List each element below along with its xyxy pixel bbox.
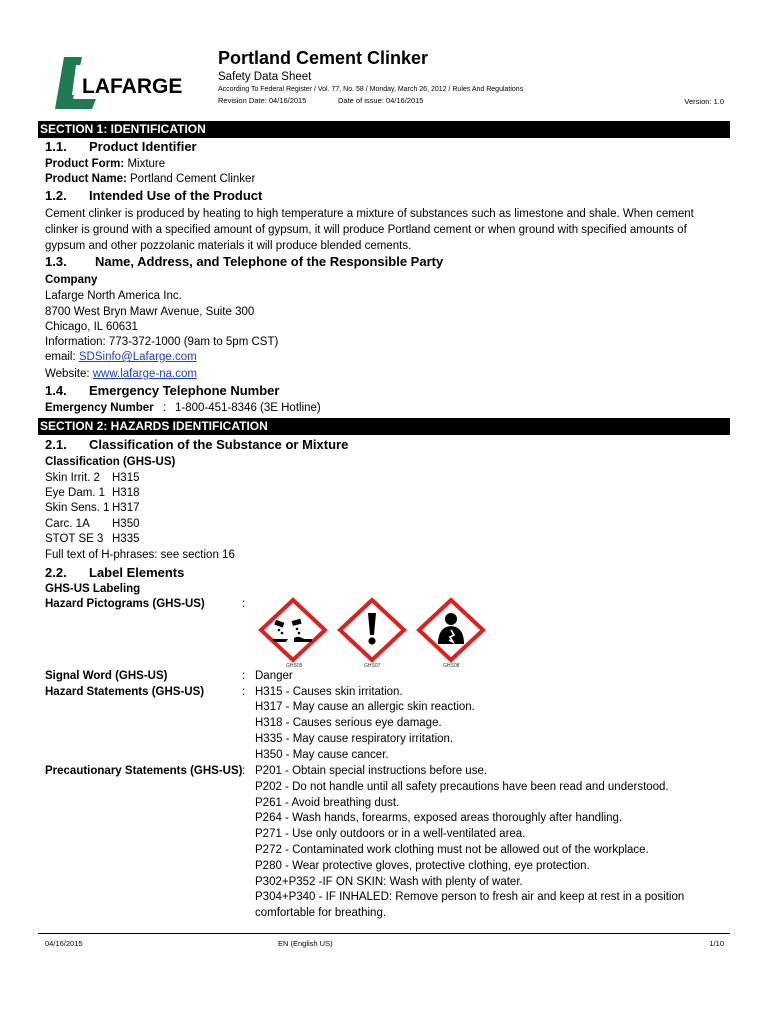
company-information: Information: 773-372-1000 (9am to 5pm CST) bbox=[45, 336, 279, 348]
classification-code: H317 bbox=[112, 502, 140, 514]
ghs08-caption: GHS08 bbox=[443, 663, 460, 669]
classification-row bbox=[45, 501, 140, 516]
subsection-number: 1.1. bbox=[45, 139, 67, 154]
classification-row bbox=[45, 517, 140, 532]
pictograms-colon: : bbox=[242, 598, 246, 610]
subsection-number: 1.2. bbox=[45, 188, 67, 203]
classification-label: Classification (GHS-US) bbox=[45, 456, 176, 468]
email-row bbox=[45, 350, 197, 365]
subsection-title: Emergency Telephone Number bbox=[89, 383, 280, 398]
subsection-title: Label Elements bbox=[89, 565, 185, 580]
precautionary-statement: P261 - Avoid breathing dust. bbox=[255, 797, 400, 809]
precautionary-statement: P304+P340 - IF INHALED: Remove person to fresh air and keep at rest in a position bbox=[255, 891, 685, 903]
classification-row bbox=[45, 532, 140, 547]
precautionary-statements-colon: : bbox=[242, 765, 246, 777]
precautionary-statements-label: Precautionary Statements (GHS-US) bbox=[45, 765, 243, 777]
product-form-label: Product Form: bbox=[45, 158, 125, 170]
subsection-title: Classification of the Substance or Mixture bbox=[89, 437, 349, 452]
company-address-line-2: Chicago, IL 60631 bbox=[45, 321, 138, 333]
subsection-1-2 bbox=[45, 188, 262, 203]
section-1-header: SECTION 1: IDENTIFICATION bbox=[38, 121, 730, 138]
website-row bbox=[45, 367, 197, 382]
footer-divider bbox=[38, 933, 730, 934]
subsection-1-3 bbox=[45, 254, 443, 269]
email-label: email: bbox=[45, 351, 76, 363]
emergency-number-row bbox=[45, 401, 321, 416]
document-subtitle: Safety Data Sheet bbox=[218, 71, 312, 83]
emergency-number-value: 1-800-451-8346 (3E Hotline) bbox=[175, 402, 321, 414]
subsection-number: 2.2. bbox=[45, 565, 67, 580]
hazard-statement: H318 - Causes serious eye damage. bbox=[255, 717, 442, 729]
signal-word-value: Danger bbox=[255, 670, 293, 682]
ghs05-caption: GHS05 bbox=[286, 663, 303, 669]
subsection-1-1 bbox=[45, 139, 197, 154]
page-title: Portland Cement Clinker bbox=[218, 48, 429, 68]
precautionary-statement: P202 - Do not handle until all safety precautions have been read and understood. bbox=[255, 781, 669, 793]
subsection-title: Intended Use of the Product bbox=[89, 188, 263, 203]
precautionary-statement: P264 - Wash hands, forearms, exposed areas thoroughly after handling. bbox=[255, 812, 623, 824]
subsection-1-4 bbox=[45, 383, 279, 398]
page-number: 1/10 bbox=[709, 939, 724, 948]
footer-language: EN (English US) bbox=[278, 939, 333, 948]
regulation-reference: According To Federal Register / Vol. 77, No. 58 / Monday, March 26, 2012 / Rules And Regulations bbox=[218, 86, 524, 93]
version: Version: 1.0 bbox=[684, 97, 724, 106]
brand-text: LAFARGE bbox=[82, 75, 183, 98]
product-name-label: Product Name: bbox=[45, 173, 127, 185]
subsection-2-1 bbox=[45, 437, 348, 452]
section-2-header: SECTION 2: HAZARDS IDENTIFICATION bbox=[38, 418, 730, 435]
emergency-number-colon: : bbox=[163, 402, 167, 414]
product-form-value: Mixture bbox=[127, 158, 166, 170]
website-label: Website: bbox=[45, 368, 90, 380]
emergency-number-label: Emergency Number bbox=[45, 402, 154, 414]
classification-name: Skin Sens. 1 bbox=[45, 502, 110, 514]
product-form-row bbox=[45, 157, 165, 172]
precautionary-statement: P272 - Contaminated work clothing must not be allowed out of the workplace. bbox=[255, 844, 649, 856]
product-name-row bbox=[45, 172, 255, 187]
pictograms-label: Hazard Pictograms (GHS-US) bbox=[45, 598, 205, 610]
classification-code: H315 bbox=[112, 472, 140, 484]
issue-date: Date of issue: 04/16/2015 bbox=[338, 96, 424, 105]
signal-word-colon: : bbox=[242, 670, 246, 682]
company-label: Company bbox=[45, 274, 98, 286]
precautionary-statement: comfortable for breathing. bbox=[255, 907, 387, 919]
revision-date: Revision Date: 04/16/2015 bbox=[218, 96, 307, 105]
subsection-title: Name, Address, and Telephone of the Responsible Party bbox=[95, 254, 444, 269]
precautionary-statement: P201 - Obtain special instructions before use. bbox=[255, 765, 488, 777]
hazard-statements-colon: : bbox=[242, 686, 246, 698]
classification-code: H350 bbox=[112, 518, 140, 530]
email-link[interactable]: SDSinfo@Lafarge.com bbox=[78, 351, 197, 363]
website-link[interactable]: www.lafarge-na.com bbox=[92, 368, 197, 380]
footer-date: 04/16/2015 bbox=[45, 939, 83, 948]
product-name-value: Portland Cement Clinker bbox=[130, 173, 256, 185]
hazard-statement: H315 - Causes skin irritation. bbox=[255, 686, 403, 698]
precautionary-statement: P302+P352 -IF ON SKIN: Wash with plenty of water. bbox=[255, 876, 523, 888]
classification-code: H318 bbox=[112, 487, 140, 499]
labeling-label: GHS-US Labeling bbox=[45, 583, 141, 595]
subsection-number: 1.4. bbox=[45, 383, 67, 398]
classification-name: Eye Dam. 1 bbox=[45, 487, 106, 499]
exclamation-mark-icon bbox=[337, 597, 407, 669]
ghs07-caption: GHS07 bbox=[364, 663, 381, 669]
intended-use-text: Cement clinker is produced by heating to high temperature a mixture of substances such as limestone and shale. When cement clinker is ground with a specified amount of gypsum, it will produce Portland cement or when ground with specified amounts of gypsum and other pozzolanic materials it will produce blended cements. bbox=[45, 208, 694, 252]
signal-word-label: Signal Word (GHS-US) bbox=[45, 670, 168, 682]
hazard-statements-label: Hazard Statements (GHS-US) bbox=[45, 686, 205, 698]
hazard-statement: H350 - May cause cancer. bbox=[255, 749, 389, 761]
corrosion-icon bbox=[258, 597, 328, 669]
hazard-statement: H335 - May cause respiratory irritation. bbox=[255, 733, 454, 745]
lafarge-logo bbox=[52, 55, 204, 111]
classification-name: STOT SE 3 bbox=[45, 533, 104, 545]
health-hazard-icon bbox=[416, 597, 486, 669]
classification-row bbox=[45, 486, 140, 501]
classification-row bbox=[45, 471, 140, 486]
subsection-number: 2.1. bbox=[45, 437, 67, 452]
company-address-line-1: 8700 West Bryn Mawr Avenue, Suite 300 bbox=[45, 306, 255, 318]
subsection-2-2 bbox=[45, 565, 184, 580]
precautionary-statement: P271 - Use only outdoors or in a well-ventilated area. bbox=[255, 828, 526, 840]
full-text-note: Full text of H-phrases: see section 16 bbox=[45, 549, 235, 561]
hazard-statement: H317 - May cause an allergic skin reaction. bbox=[255, 701, 475, 713]
company-name: Lafarge North America Inc. bbox=[45, 290, 182, 302]
classification-name: Carc. 1A bbox=[45, 518, 90, 530]
precautionary-statement: P280 - Wear protective gloves, protective clothing, eye protection. bbox=[255, 860, 590, 872]
subsection-title: Product Identifier bbox=[89, 139, 197, 154]
subsection-number: 1.3. bbox=[45, 254, 67, 269]
classification-code: H335 bbox=[112, 533, 140, 545]
classification-name: Skin Irrit. 2 bbox=[45, 472, 100, 484]
